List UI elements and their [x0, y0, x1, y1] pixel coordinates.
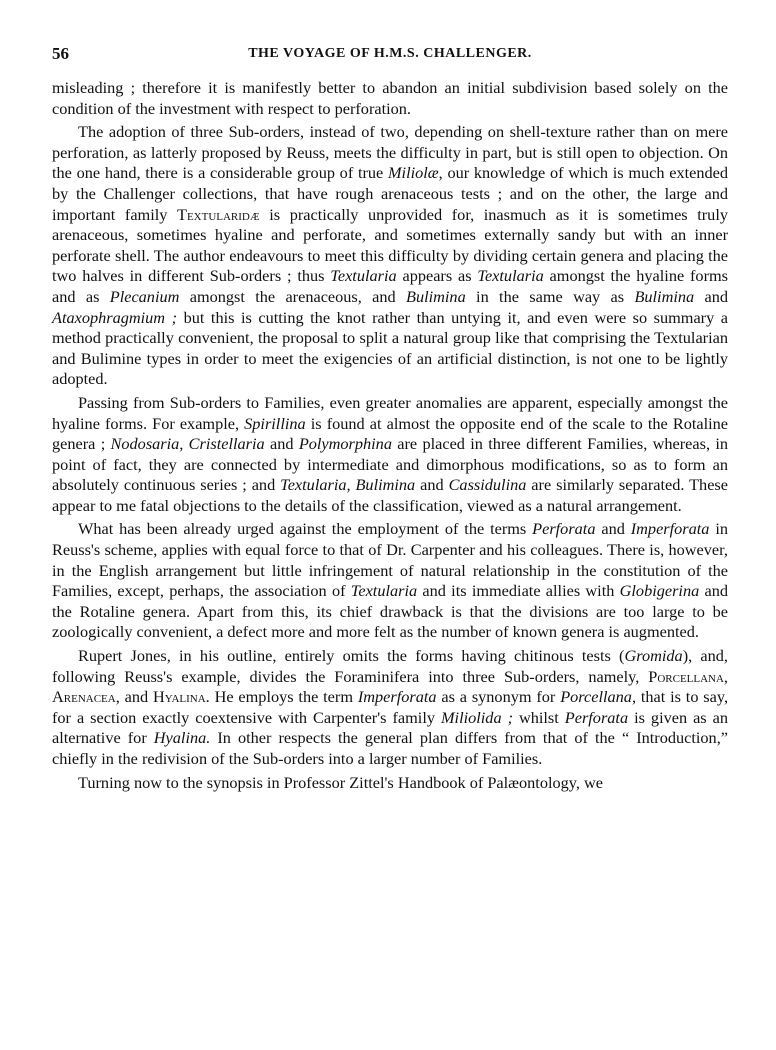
italic-term: Cassidulina [448, 475, 527, 495]
text-run: in the same way as [465, 286, 635, 306]
text-run: whilst [513, 707, 565, 727]
text-run: What has been already urged against the employment of the terms [78, 519, 533, 539]
running-head: THE VOYAGE OF H.M.S. CHALLENGER. [248, 46, 532, 61]
italic-term: Globigerina [619, 581, 700, 601]
text-run: ), and, following Reuss's example, divides the Foraminifera into three Sub-orders, namely, [52, 646, 728, 686]
paragraph-5 [52, 646, 728, 770]
text-run: is given as an alternative for [52, 707, 728, 748]
italic-term: Bulimina [634, 286, 695, 306]
italic-term: Textularia, Bulimina [280, 475, 416, 495]
text-run: amongst the hyaline forms and as [52, 266, 728, 306]
text-run: The adoption of three Sub-orders, instead of two, depending on shell-texture rather than on mere perforation, as latterly proposed by Reuss, meets the difficulty in part, but is still open to objection. On the one hand, there is a considerable group of true [52, 122, 728, 183]
text-run: and [694, 286, 728, 306]
text-run: in Reuss's scheme, applies with equal force to that of Dr. Carpenter and his colleagues. There is, however, in the English arrangement but little infringement of natural relationship in the constitution of the Families, except, perhaps, the association of [52, 519, 728, 601]
text-run: as a synonym for [436, 687, 561, 707]
text-run: Passing from Sub-orders to Families, even greater anomalies are apparent, especially amongst the hyaline forms. For example, [52, 392, 728, 433]
paragraph-4 [52, 519, 728, 643]
text-run: are placed in three different Families, whereas, in point of fact, they are connected by intermediate and dimorphous modifications, so as to form an absolutely continuous series ; and [52, 434, 728, 495]
text-run: misleading ; therefore it is manifestly better to abandon an initial subdivision based solely on the condition of the investment with respect to perforation. [52, 78, 728, 118]
document-page [52, 40, 728, 793]
italic-term: Textularia [477, 266, 544, 286]
text-run: , that is to say, for a section exactly coextensive with Carpenter's family [52, 687, 729, 727]
italic-term: Hyalina. [153, 728, 211, 748]
body-text [52, 78, 728, 793]
italic-term: Gromida [624, 646, 683, 666]
italic-term: Spirillina [244, 413, 306, 433]
paragraph-6 [52, 773, 728, 794]
paragraph-3 [52, 393, 728, 517]
small-caps-term: Hyalina. [152, 687, 210, 707]
text-run: and [415, 475, 449, 495]
text-run: and the Rotaline genera. Apart from this, its chief drawback is that the divisions are too large to be zoologically convenient, a defect more and more felt as the number of known genera is augmented. [52, 581, 729, 642]
italic-term: Nodosaria, Cristellaria [110, 434, 265, 454]
page-header [52, 40, 728, 68]
page-number: 56 [52, 44, 69, 63]
italic-term: Imperforata [357, 687, 437, 707]
text-run: and [595, 519, 631, 539]
italic-term: Imperforata [630, 519, 710, 539]
paragraph-1 [52, 78, 728, 119]
italic-term: Porcellana [560, 687, 632, 707]
text-run: and its immediate allies with [417, 581, 620, 601]
text-run: and [119, 687, 153, 707]
text-run: Turning now to the synopsis in Professor Zittel's Handbook of Palæontology, we [78, 772, 603, 792]
text-run: and [264, 434, 299, 454]
text-run: Rupert Jones, in his outline, entirely omits the forms having chitinous tests ( [78, 646, 625, 666]
text-run: is practically unprovided for, inasmuch as it is sometimes truly arenaceous, sometimes hyaline and perforate, and sometimes externally sandy but with an inner perforate shell. The author endeavours to meet this difficulty by dividing certain genera and placing the two halves in different Sub-orders ; thus [52, 204, 728, 286]
paragraph-2 [52, 122, 728, 390]
text-run: appears as [396, 266, 478, 286]
italic-term: Ataxophragmium ; [52, 307, 178, 327]
italic-term: Miliolida ; [440, 707, 513, 727]
text-run: but this is cutting the knot rather than untying it, and even were so summary a method practically convenient, the proposal to split a natural group like that comprising the Textularian and Bulimine types in order to meet the exigencies of an artificial distinction, is not one to be lightly adopted. [52, 307, 729, 389]
italic-term: Textularia [350, 581, 418, 601]
text-run: are similarly separated. These appear to me fatal objections to the details of the classification, viewed as a natural arrangement. [52, 475, 728, 515]
italic-term: Miliolæ [387, 163, 439, 183]
italic-term: Plecanium [109, 286, 180, 306]
italic-term: Perforata [532, 519, 596, 539]
text-run: In other respects the general plan differs from that of the “ Introduction,” chiefly in the redivision of the Sub-orders into a larger number of Families. [52, 728, 728, 768]
text-run: , our knowledge of which is much extended by the Challenger collections, that have rough arenaceous tests ; and on the other, the large and important family [52, 163, 728, 224]
text-run: amongst the arenaceous, and [179, 286, 407, 306]
small-caps-term: Porcellana, Arenacea, [52, 666, 728, 707]
italic-term: Bulimina [406, 286, 466, 306]
italic-term: Polymorphina [298, 434, 392, 454]
text-run: is found at almost the opposite end of the scale to the Rotaline genera ; [52, 413, 729, 454]
italic-term: Textularia [330, 266, 397, 286]
italic-term: Perforata [564, 707, 629, 727]
text-run: He employs the term [209, 687, 358, 707]
small-caps-term: Textularidæ [177, 204, 260, 224]
